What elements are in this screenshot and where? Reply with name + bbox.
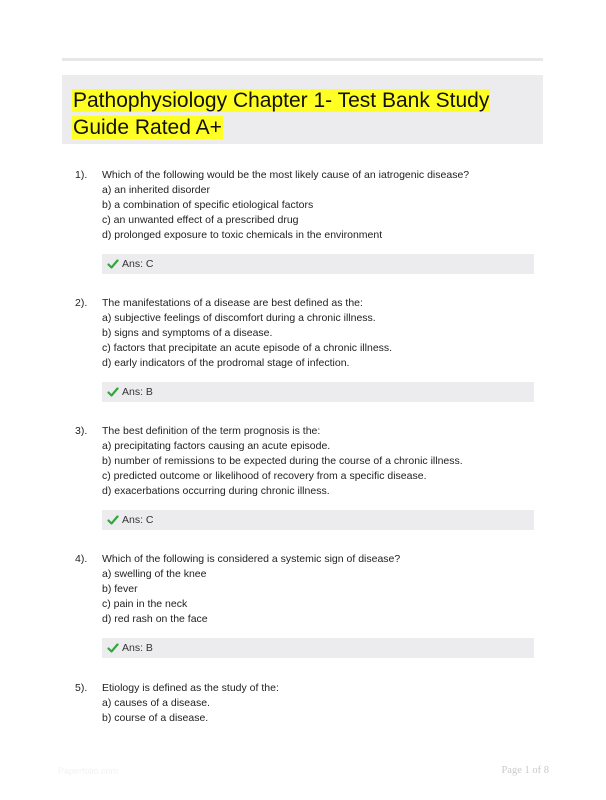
answer-option-b: b) signs and symptoms of a disease. [102,327,273,339]
question-stem: Which of the following would be the most likely cause of an iatrogenic disease? [102,169,470,181]
answer-label: Ans: B [122,642,153,654]
answer-option-c: c) predicted outcome or likelihood of recovery from a specific disease. [102,470,427,482]
answer-option-a: a) an inherited disorder [102,184,210,196]
answer-option-b: b) course of a disease. [102,712,209,724]
question-number: 5). [75,682,88,694]
top-divider [62,58,543,61]
answer-bar [102,254,534,274]
answer-option-d: d) red rash on the face [102,613,208,625]
answer-option-c: c) an unwanted effect of a prescribed drug [102,214,299,226]
answer-label: Ans: B [122,386,153,398]
question-stem: The best definition of the term prognosis is the: [102,425,321,437]
question-body [102,681,542,726]
check-icon [107,386,119,398]
question-number: 1). [75,169,88,181]
answer-option-c: c) factors that precipitate an acute episode of a chronic illness. [102,342,393,354]
question-stem: Etiology is defined as the study of the: [102,682,279,694]
answer-option-d: d) prolonged exposure to toxic chemicals in the environment [102,229,383,241]
question-number: 2). [75,297,88,309]
answer-option-d: d) exacerbations occurring during chronic illness. [102,485,330,497]
answer-option-a: a) precipitating factors causing an acute episode. [102,440,331,452]
title-block [62,75,543,144]
answer-option-b: b) a combination of specific etiological factors [102,199,314,211]
question-stem: Which of the following is considered a systemic sign of disease? [102,553,401,565]
question-number: 4). [75,553,88,565]
answer-option-c: c) pain in the neck [102,598,188,610]
answer-option-b: b) fever [102,583,138,595]
answer-option-a: a) causes of a disease. [102,697,210,709]
question-number: 3). [75,425,88,437]
answer-option-a: a) subjective feelings of discomfort during a chronic illness. [102,312,376,324]
answer-option-a: a) swelling of the knee [102,568,207,580]
watermark-text: Paperfolio.com [58,766,119,776]
question-stem: The manifestations of a disease are best defined as the: [102,297,363,309]
page-number: Page 1 of 8 [501,765,549,776]
page-title [72,87,533,141]
answer-label: Ans: C [122,258,154,270]
check-icon [107,514,119,526]
page-title-line-1: Pathophysiology Chapter 1- Test Bank Study [73,89,490,112]
check-icon [107,642,119,654]
answer-bar [102,638,534,658]
answer-label: Ans: C [122,514,154,526]
check-icon [107,258,119,270]
question-body [102,424,542,499]
page-title-line-2: Guide Rated A+ [73,116,222,139]
answer-option-b: b) number of remissions to be expected during the course of a chronic illness. [102,455,463,467]
answer-bar [102,510,534,530]
question-body [102,552,542,627]
answer-option-d: d) early indicators of the prodromal stage of infection. [102,357,350,369]
answer-bar [102,382,534,402]
question-body [102,168,542,243]
question-body [102,296,542,371]
